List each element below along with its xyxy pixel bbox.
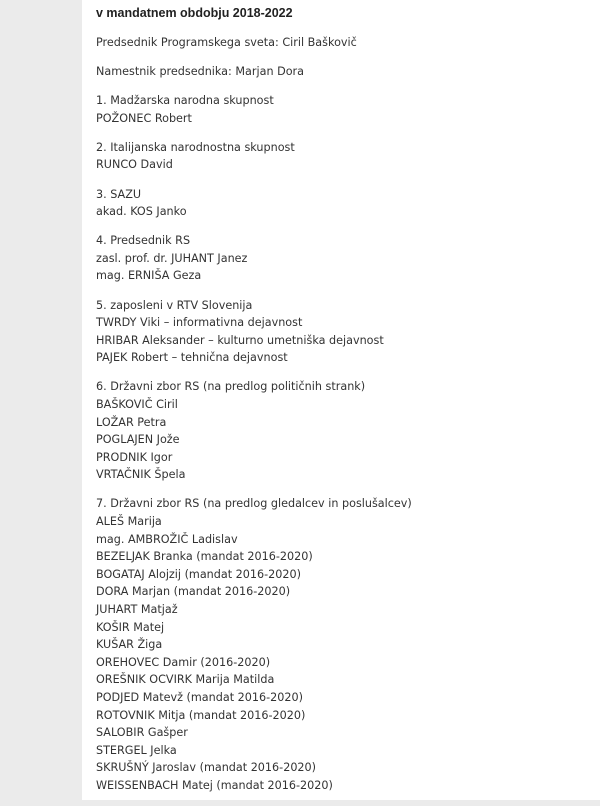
member-name: SKRUŠNÝ Jaroslav (mandat 2016-2020)	[96, 761, 317, 775]
section-block	[96, 297, 590, 367]
member-name: akad. KOS Janko	[96, 205, 187, 219]
section-block	[96, 495, 590, 794]
member-name: BEZELJAK Branka (mandat 2016-2020)	[96, 550, 313, 564]
deputy-line: Namestnik predsednika: Marjan Dora	[96, 65, 305, 79]
member-name: WEISSENBACH Matej (mandat 2016-2020)	[96, 778, 333, 792]
member-name: STERGEL Jelka	[96, 743, 177, 757]
member-name: LOŽAR Petra	[96, 415, 167, 429]
member-name: BAŠKOVIČ Ciril	[96, 398, 178, 411]
member-name: POGLAJEN Jože	[96, 433, 180, 447]
president-line: Predsednik Programskega sveta: Ciril Baškovič	[96, 36, 357, 49]
section-title: 1. Madžarska narodna skupnost	[96, 94, 274, 108]
section-block	[96, 232, 590, 285]
member-name: JUHART Matjaž	[96, 603, 178, 617]
member-name: TWRDY Viki – informativna dejavnost	[96, 316, 303, 330]
member-name: SALOBIR Gašper	[96, 726, 188, 740]
member-name: PAJEK Robert – tehnična dejavnost	[96, 351, 288, 365]
member-name: zasl. prof. dr. JUHANT Janez	[96, 251, 248, 265]
section-title: 7. Državni zbor RS (na predlog gledalcev in poslušalcev)	[96, 497, 412, 511]
document-content	[96, 5, 590, 806]
member-name: KOŠIR Matej	[96, 620, 165, 634]
member-name: VRTAČNIK Špela	[96, 468, 186, 482]
section-title: 6. Državni zbor RS (na predlog političnih strank)	[96, 380, 366, 394]
section-title: 3. SAZU	[96, 187, 142, 201]
member-name: RUNCO David	[96, 158, 173, 172]
member-name: DORA Marjan (mandat 2016-2020)	[96, 585, 291, 599]
member-name: PODJED Matevž (mandat 2016-2020)	[96, 691, 303, 704]
section-block	[96, 139, 590, 174]
section-title: 5. zaposleni v RTV Slovenija	[96, 298, 253, 312]
member-name: mag. AMBROŽIČ Ladislav	[96, 532, 238, 546]
page-heading: v mandatnem obdobju 2018-2022	[96, 6, 293, 20]
document-page	[82, 0, 600, 800]
member-name: ALEŠ Marija	[96, 515, 162, 529]
member-name: ROTOVNIK Mitja (mandat 2016-2020)	[96, 708, 306, 722]
section-title: 4. Predsednik RS	[96, 234, 191, 248]
member-name: mag. ERNIŠA Geza	[96, 269, 202, 283]
member-name: KUŠAR Žiga	[96, 638, 163, 652]
section-block	[96, 92, 590, 127]
member-name: PRODNIK Igor	[96, 450, 173, 464]
member-name: OREŠNIK OCVIRK Marija Matilda	[96, 673, 275, 687]
member-sections	[96, 92, 590, 794]
section-title: 2. Italijanska narodnostna skupnost	[96, 140, 295, 154]
member-name: POŽONEC Robert	[96, 111, 192, 125]
member-name: OREHOVEC Damir (2016-2020)	[96, 655, 271, 669]
member-name: HRIBAR Aleksander – kulturno umetniška dejavnost	[96, 333, 384, 347]
section-block	[96, 186, 590, 221]
member-name: BOGATAJ Alojzij (mandat 2016-2020)	[96, 567, 302, 581]
section-block	[96, 378, 590, 484]
